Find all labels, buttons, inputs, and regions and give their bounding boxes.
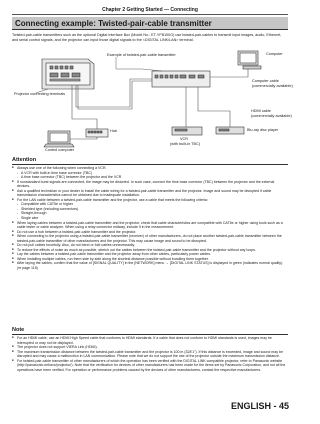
bluray-player-icon — [216, 127, 244, 134]
attention-item: ■ After laying the cables, confirm that the value of [SIGNAL QUALITY] in the [NETWORK] menu → [DIGITAL LINK STATUS] is displayed in green (indicates normal quality). (➡ page 115) — [12, 261, 288, 270]
attention-item: ■ For the LAN cable between a twisted-pair-cable transmitter and the projector, use a cable that meets the following criteria: — [12, 198, 288, 203]
attention-subitem: - Compatible with CAT5e or higher — [12, 202, 288, 207]
header-divider — [12, 14, 288, 15]
label-computer: Computer — [266, 52, 283, 56]
diagram-graphic — [12, 49, 288, 153]
attention-heading: Attention — [12, 157, 37, 163]
attention-item: ■ When connecting to the projector using a twisted-pair-cable transmitter (receiver) of other manufacturers, do not place another twisted-pair-cable transmitter between the twisted-pair-cable transmitter of other manufacturers and the projector. This may cause image and sound to be disrupted. — [12, 234, 288, 243]
attention-item: ■ To reduce the effects of noise as much as possible, stretch out the cables between the twisted-pair-cable transmitter and the projector without any loops. — [12, 248, 288, 253]
label-transmitter: Example of twisted-pair-cable transmitter — [107, 53, 176, 57]
note-divider — [12, 334, 288, 335]
label-computer-cable: Computer cable — [252, 79, 279, 83]
label-hub: Hub — [110, 129, 117, 133]
section-title: Connecting example: Twisted-pair-cable transmitter — [15, 19, 212, 28]
attention-item: ■ Do not use a hub between a twisted-pair-cable transmitter and the projector. — [12, 230, 288, 235]
chapter-header: Chapter 2 Getting Started — Connecting — [102, 7, 198, 13]
attention-item: ■ Lay the cables between a twisted-pair-cable transmitter and the projector away from other cables, particularly power cables. — [12, 252, 288, 257]
attention-item: ■ If nonstandard burst signals are connected, the image may be distorted. In such case, connect the time base corrector (TBC) between the projector and the external devices. — [12, 180, 288, 189]
intro-paragraph: Twisted-pair-cable transmitters such as the optional Digital Interface Box (Model No.: ET-YFB100G) use twisted-pair-cables to transmit input images, audio, Ethernet, and serial control signals, and the projector can input those digital signals to the <DIGITAL LINK/LAN> terminal. — [12, 33, 282, 43]
note-item: ■ For an HDMI cable, use an HDMI High Speed cable that conforms to HDMI standards. If a cable that does not conform to HDMI standards is used, images may be interrupted or may not be displayed. — [12, 336, 288, 345]
connection-diagram — [12, 49, 293, 153]
vcr-icon — [172, 127, 202, 135]
attention-subitem: - A time base corrector (TBC) between the projector and the VCR — [12, 175, 288, 180]
attention-divider — [12, 164, 288, 165]
note-item: ■ For twisted-pair-cable transmitter of other manufacturers of which the operation has been verified with the DIGITAL LINK compatible projector, refer to Panasonic website (http://panasonic.net/avc/projector/). Note that the verification for devices of other manufacturers has been made for the items set by Panasonic Corporation, and not all the operations have been verified. For operation or performance problems caused by the devices of other manufacturers, contact the respective manufacturers. — [12, 359, 288, 373]
note-item: ■ The projector does not support VIERA Link (HDMI). — [12, 345, 288, 350]
projector-icon — [42, 59, 94, 89]
label-computer-cable-note: (commercially available) — [252, 83, 293, 88]
note-item: ■ The maximum transmission distance between the twisted-pair-cable transmitter and the projector is 100 m (328'1"). If this distance is exceeded, image and sound may be disrupted and may cause a malfunction in LAN communication. Please note that we do not support the use of the projector outside the maximum transmission distance. — [12, 350, 288, 359]
attention-subitem: - A VCR with built-in time base corrector (TBC) — [12, 171, 288, 176]
hub-icon — [86, 129, 108, 137]
attention-item: ■ When installing multiple cables, run them side by side along the shortest distance possible without bundling them together. — [12, 257, 288, 262]
attention-item: ■ Always use one of the following when connecting a VCR. — [12, 166, 288, 171]
attention-list — [12, 166, 288, 271]
label-vcr-tbc: (with built-in TBC) — [170, 141, 201, 146]
label-hdmi-cable: HDMI cable — [251, 109, 271, 113]
label-hdmi-cable-note: (commercially available) — [251, 113, 292, 118]
attention-subitem: - Single wire — [12, 216, 288, 221]
note-heading: Note — [12, 327, 25, 333]
label-projector-terminals: Projector connecting terminals — [14, 92, 66, 96]
note-list — [12, 336, 288, 372]
attention-subitem: - Straight-through — [12, 211, 288, 216]
section-title-bar — [12, 17, 288, 30]
attention-subitem: - Shielded type (including connectors) — [12, 207, 288, 212]
attention-item: ■ Do not pull cables forcefully. Also, do not bend or fold cables unnecessarily. — [12, 243, 288, 248]
page-number: ENGLISH - 45 — [230, 401, 289, 411]
attention-item: ■ When laying cables between a twisted-pair-cable transmitter and the projector, check that cable characteristics are compatible with CAT5e or higher using tools such as a cable tester or cable analyzer. When using a relay connector midway, include it in the measurement. — [12, 221, 288, 230]
label-bluray: Blu-ray disc player — [247, 128, 279, 132]
computer-icon — [238, 51, 261, 69]
transmitter-box-icon — [152, 71, 210, 87]
control-computer-icon — [44, 131, 74, 147]
attention-item: ■ Ask a qualified technician or your dealer to install the cable wiring for a twisted-pair-cable transmitter and the projector. Image and sound may be disrupted if cable transmission characteristics cannot be obtained due to inadequate installation. — [12, 189, 288, 198]
label-vcr: VCR — [180, 137, 189, 141]
label-control-computer: Control computer — [45, 148, 75, 152]
